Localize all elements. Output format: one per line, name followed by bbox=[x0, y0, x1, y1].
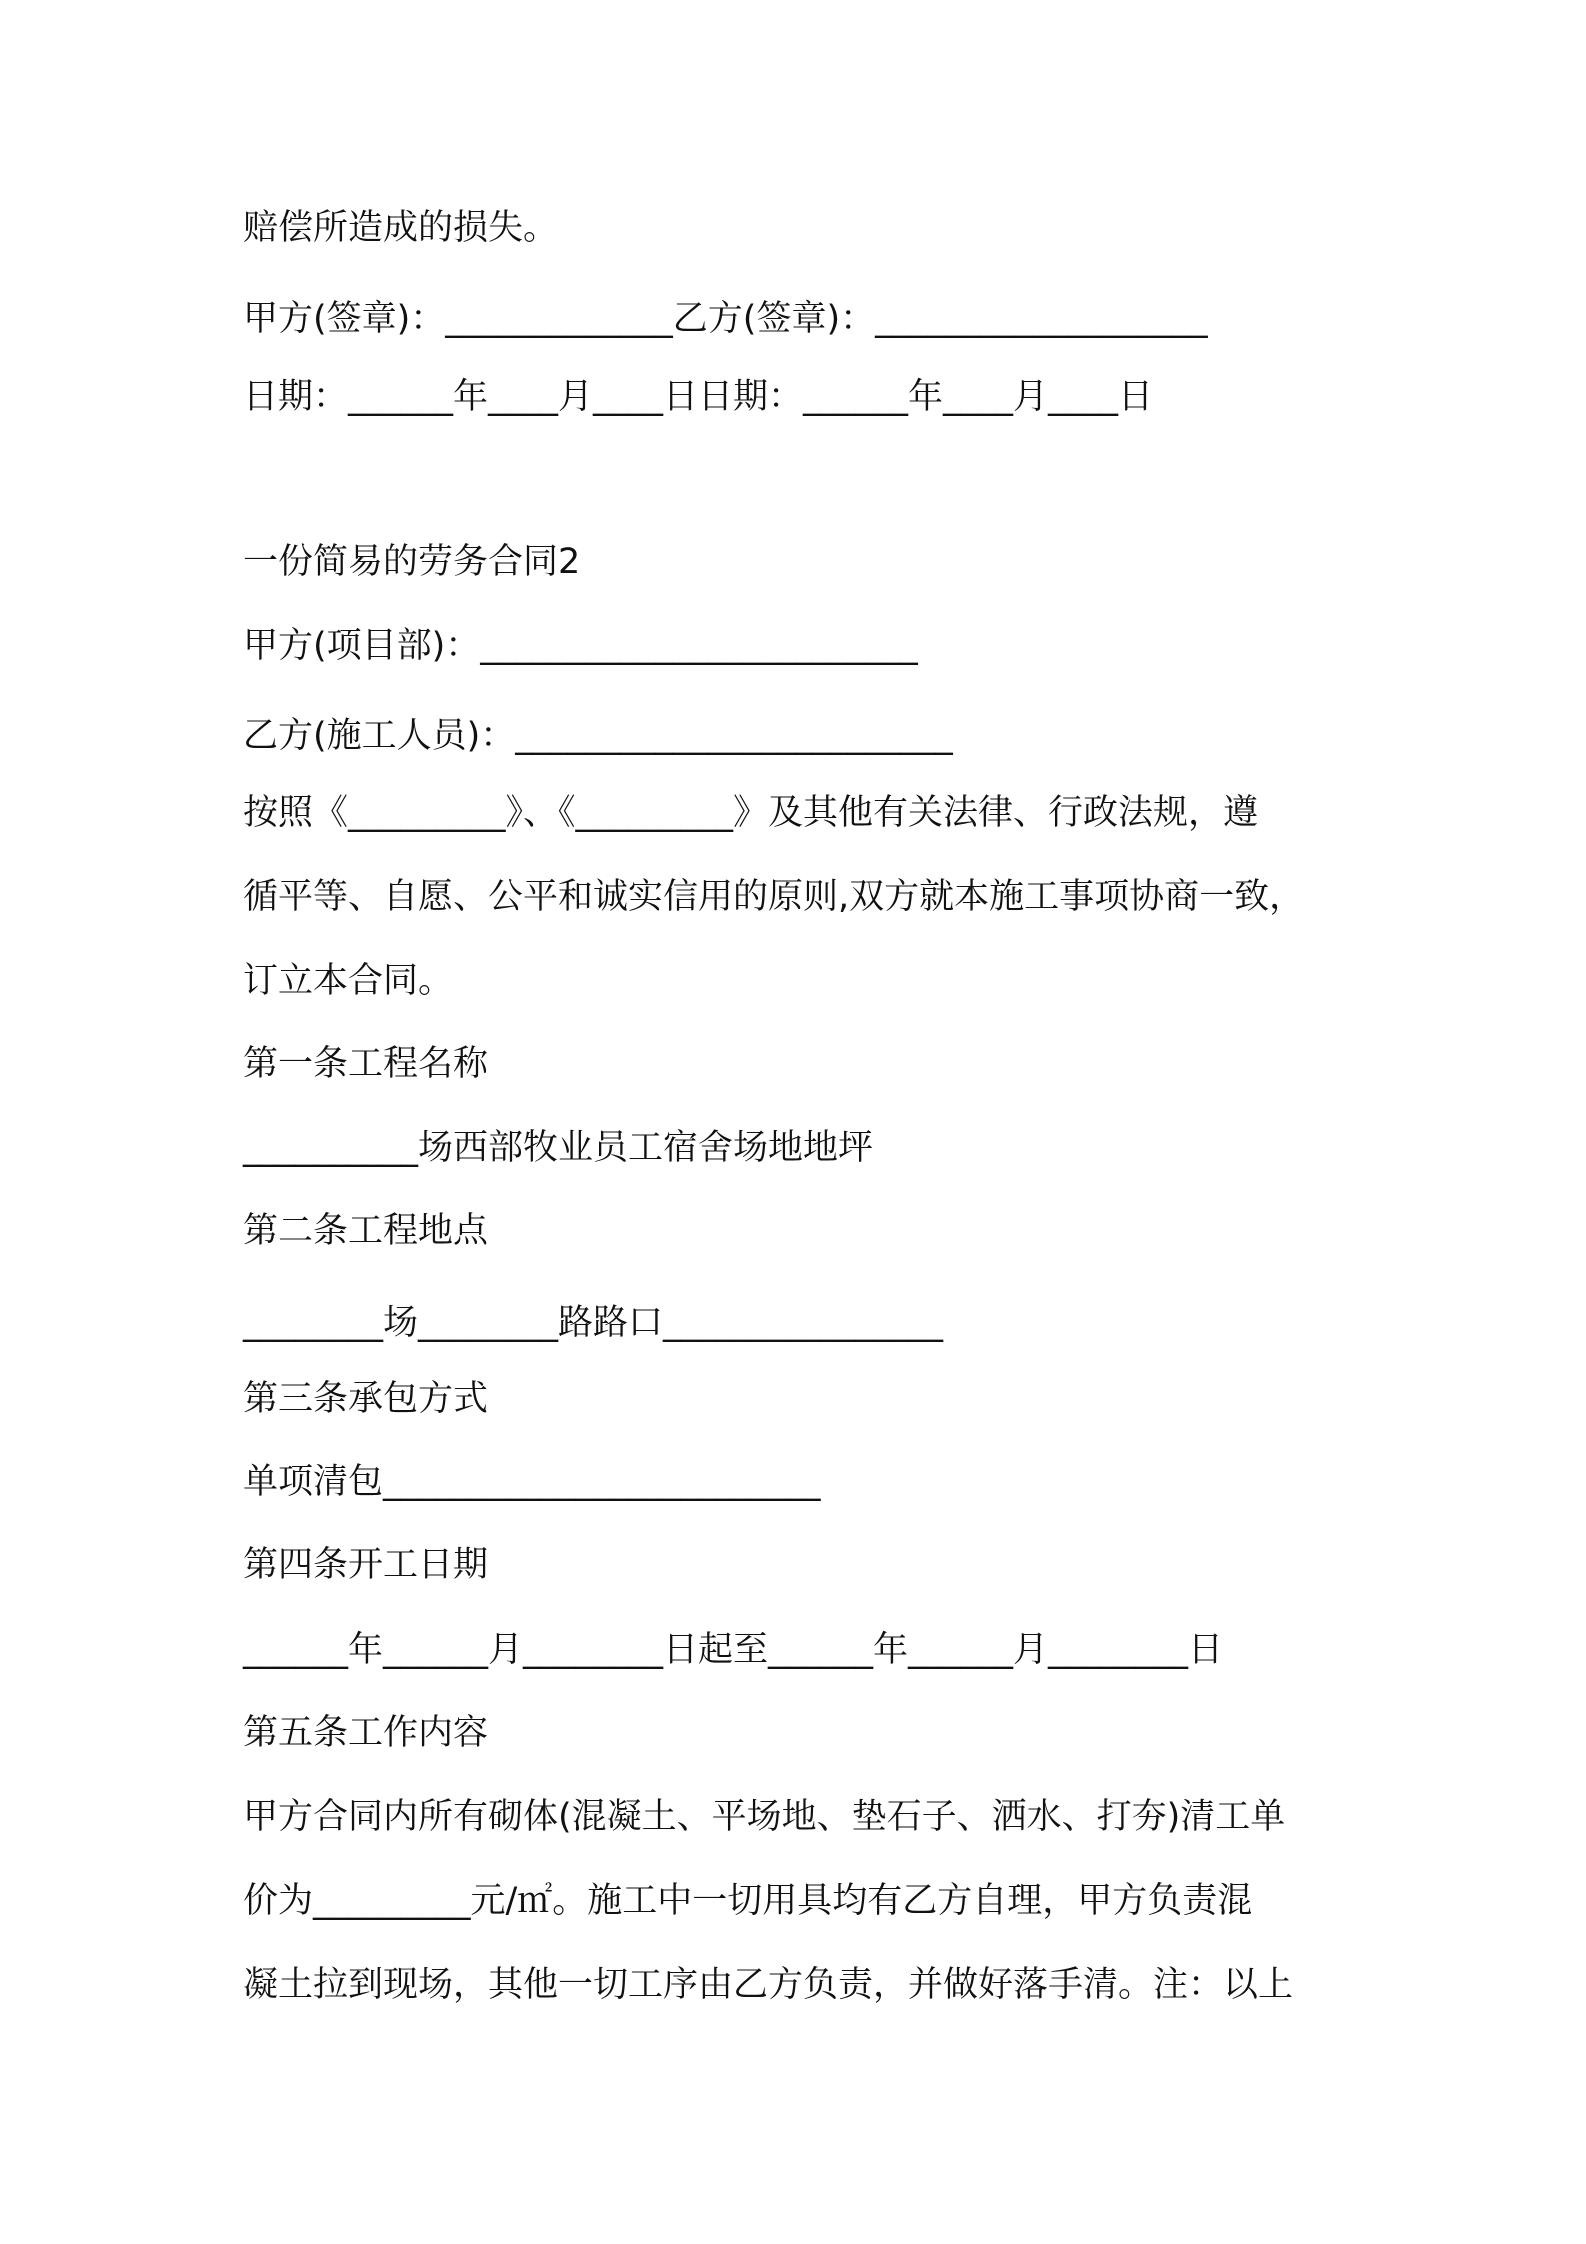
article-5-content-1: 甲方合同内所有砌体(混凝土、平场地、垫石子、洒水、打夯)清工单 bbox=[243, 1797, 1286, 1837]
article-5-heading: 第五条工作内容 bbox=[243, 1713, 489, 1753]
text-line-party-a: 甲方(项目部)：_________________________ bbox=[243, 626, 918, 666]
text-line-preamble-2: 循平等、自愿、公平和诚实信用的原则,双方就本施工事项协商一致， bbox=[243, 877, 1305, 917]
article-1-heading: 第一条工程名称 bbox=[243, 1044, 489, 1084]
text-line-sign-dates: 日期：______年____月____日日期：______年____月____日 bbox=[243, 377, 1154, 417]
article-5-content-2: 价为_________元/㎡。施工中一切用具均有乙方自理，甲方负责混 bbox=[243, 1881, 1253, 1921]
article-1-content: __________场西部牧业员工宿舍场地地坪 bbox=[243, 1128, 874, 1168]
article-3-content: 单项清包_________________________ bbox=[243, 1462, 821, 1502]
text-line-preamble-1: 按照《_________》、《_________》及其他有关法律、行政法规，遵 bbox=[243, 793, 1259, 833]
article-4-heading: 第四条开工日期 bbox=[243, 1545, 489, 1585]
article-2-heading: 第二条工程地点 bbox=[243, 1211, 489, 1251]
text-line-signatures: 甲方(签章)：_____________乙方(签章)：___________________ bbox=[243, 299, 1208, 339]
text-line-preamble-3: 订立本合同。 bbox=[243, 961, 454, 1001]
contract-title: 一份简易的劳务合同2 bbox=[243, 542, 581, 582]
text-line-compensation: 赔偿所造成的损失。 bbox=[243, 208, 559, 248]
article-2-content: ________场________路路口________________ bbox=[243, 1303, 944, 1343]
article-3-heading: 第三条承包方式 bbox=[243, 1379, 489, 1419]
article-4-content: ______年______月________日起至______年______月________日 bbox=[243, 1630, 1224, 1670]
article-5-content-3: 凝土拉到现场，其他一切工序由乙方负责，并做好落手清。注：以上 bbox=[243, 1965, 1294, 2005]
text-line-party-b: 乙方(施工人员)：_________________________ bbox=[243, 716, 953, 756]
